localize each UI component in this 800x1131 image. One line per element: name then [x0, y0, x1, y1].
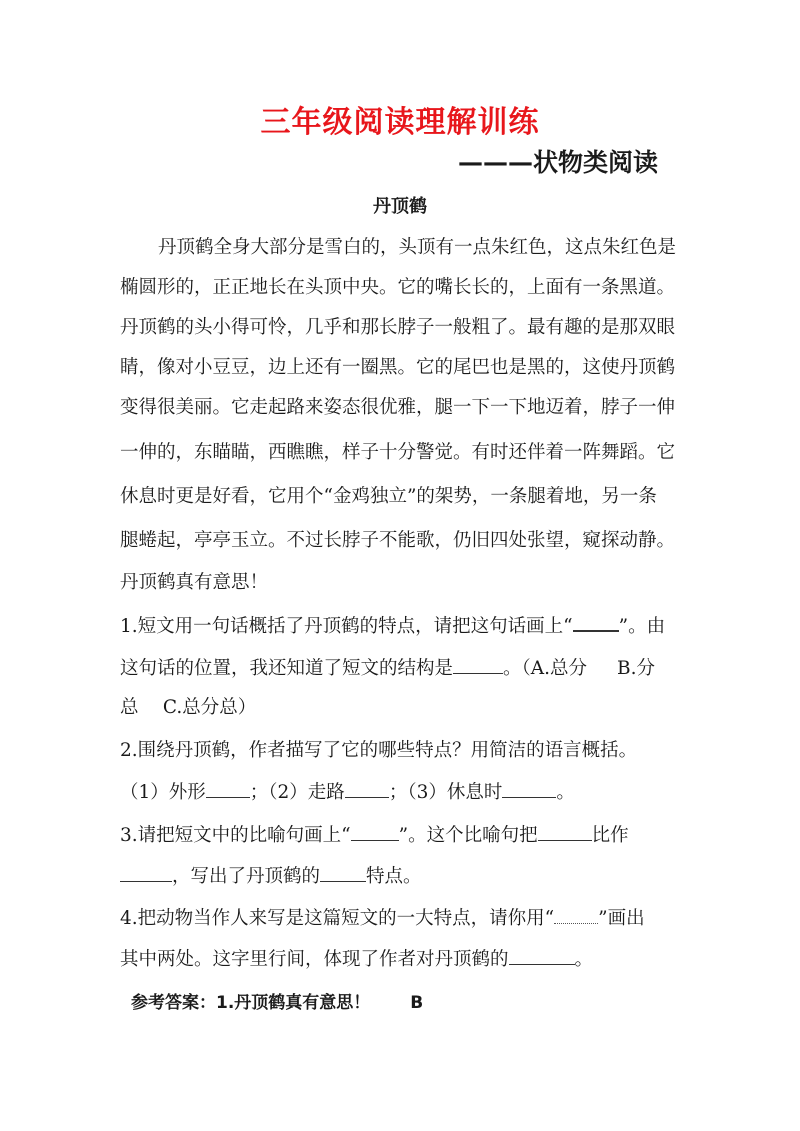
question-1-text: 这句话的位置，我还知道了短文的结构是 [120, 658, 454, 679]
passage-line: 椭圆形的，正正地长在头顶中央。它的嘴长长的，上面有一条黑道。 [120, 277, 676, 298]
answer-key [131, 988, 423, 1013]
underline-blank[interactable] [351, 839, 399, 841]
answer-key-label: 参考答案：1.丹顶鹤真有意思！ [131, 993, 371, 1013]
answer-key-choice: B [410, 993, 424, 1013]
passage-line: 变得很美丽。它走起路来姿态很优雅，腿一下一下地迈着，脖子一伸 [120, 397, 676, 418]
question-3-text-mid: ”。这个比喻句把 [398, 825, 538, 846]
question-4 [120, 904, 645, 930]
answer-blank[interactable] [538, 839, 592, 841]
passage-line: 休息时更是好看，它用个“金鸡独立”的架势，一条腿着地，另一条 [120, 486, 657, 507]
question-2-parts [120, 778, 575, 804]
answer-blank[interactable] [345, 796, 389, 798]
question-1-line-3: 总 C.总分总） [120, 697, 257, 718]
question-1-text: 1.短文用一句话概括了丹顶鹤的特点，请把这句话画上“ [120, 616, 573, 637]
question-3-text: 3.请把短文中的比喻句画上“ [120, 825, 351, 846]
question-2: 2.围绕丹顶鹤，作者描写了它的哪些特点？用简洁的语言概括。 [120, 740, 638, 761]
question-1-text-end: ”。由 [618, 616, 666, 637]
question-4-line-2 [120, 945, 593, 971]
passage-line: 丹顶鹤的头小得可怜，几乎和那长脖子一般粗了。最有趣的是那双眼 [120, 317, 676, 338]
question-1-line-2 [120, 654, 655, 680]
question-4-text: 4.把动物当作人来写是这篇短文的一大特点，请你用“ [120, 908, 555, 929]
underline-blank[interactable] [573, 629, 619, 632]
answer-blank[interactable] [453, 672, 503, 674]
question-3 [120, 821, 629, 847]
question-4-text-end: 。 [574, 949, 594, 970]
page-subtitle: ———状物类阅读 [458, 148, 659, 177]
page-title: 三年级阅读理解训练 [260, 105, 540, 140]
answer-blank[interactable] [206, 796, 250, 798]
passage-line: 丹顶鹤全身大部分是雪白的，头顶有一点朱红色，这点朱红色是 [158, 237, 677, 258]
answer-blank[interactable] [509, 963, 575, 965]
answer-blank[interactable] [502, 796, 556, 798]
question-4-text: 其中两处。这字里行间，体现了作者对丹顶鹤的 [120, 949, 509, 970]
question-3-line-2 [120, 862, 422, 888]
question-4-text-end: ”画出 [598, 908, 645, 929]
question-2-part-1: （1）外形 [120, 782, 206, 803]
passage-line: 睛，像对小豆豆，边上还有一圈黑。它的尾巴也是黑的，这使丹顶鹤 [120, 357, 676, 378]
passage-line: 一伸的，东瞄瞄，西瞧瞧，样子十分警觉。有时还伴着一阵舞蹈。它 [120, 442, 676, 463]
answer-blank[interactable] [120, 880, 172, 882]
question-2-part-2: ；（2）走路 [249, 782, 345, 803]
question-2-end: 。 [556, 782, 575, 803]
question-3-text-end: 比作 [591, 825, 629, 846]
question-2-part-3: ；（3）休息时 [388, 782, 503, 803]
answer-blank[interactable] [320, 880, 366, 882]
question-3-text: ，写出了丹顶鹤的 [172, 866, 321, 887]
question-1-option-b: B.分 [617, 658, 655, 679]
passage-line: 丹顶鹤真有意思！ [120, 572, 269, 593]
passage-line: 腿蜷起，亭亭玉立。不过长脖子不能歌，仍旧四处张望，窥探动静。 [120, 530, 676, 551]
underline-blank[interactable] [554, 922, 598, 924]
question-1 [120, 612, 665, 638]
passage-title: 丹顶鹤 [373, 196, 427, 217]
question-3-text-end: 特点。 [366, 866, 422, 887]
question-1-option-a: 。（A.总分 [503, 658, 588, 679]
